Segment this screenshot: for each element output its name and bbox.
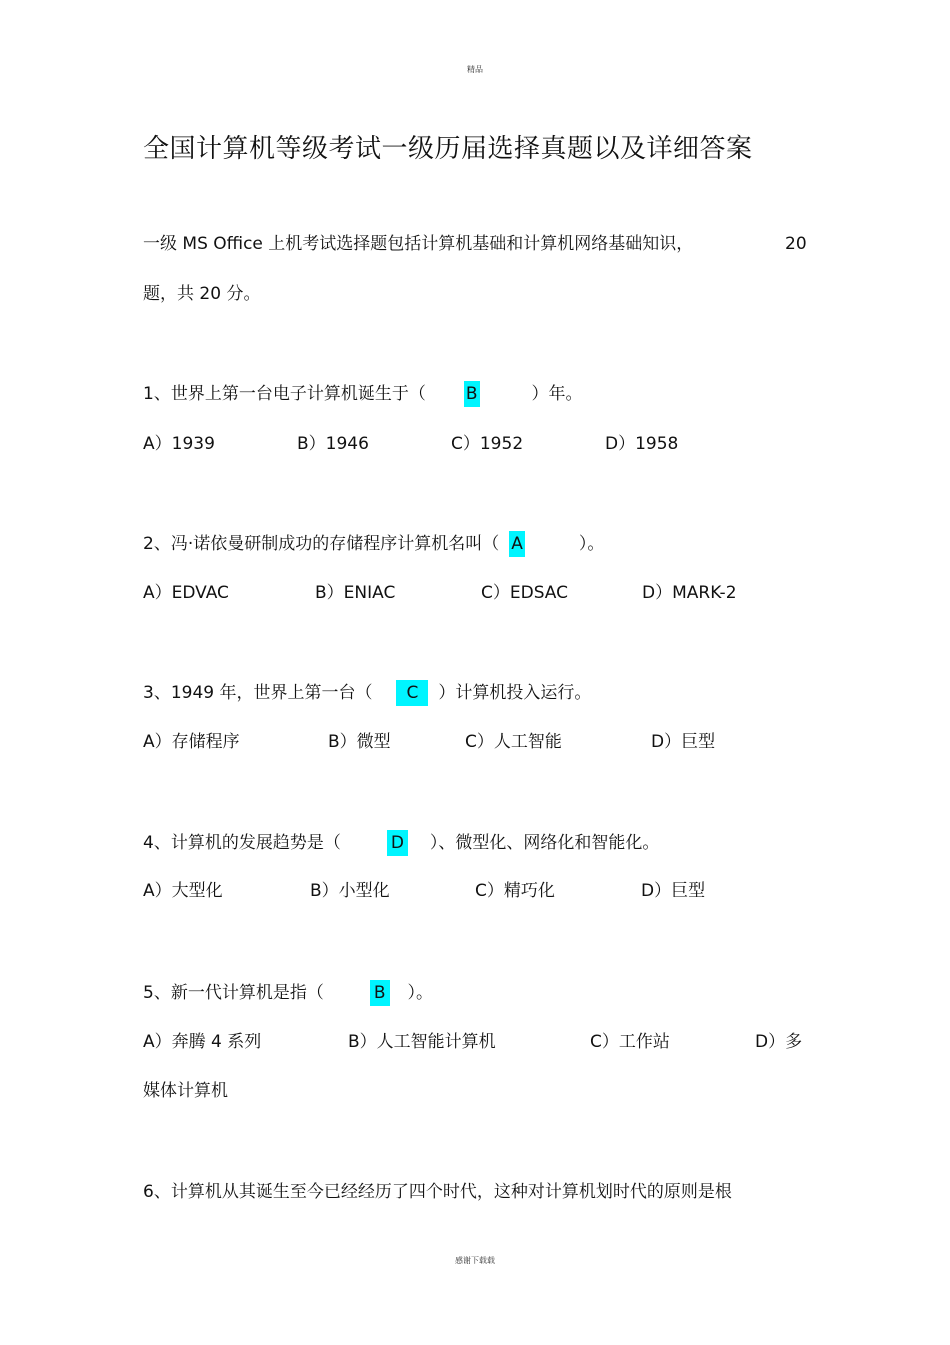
question-2 <box>143 531 604 557</box>
question-text: 4、计算机的发展趋势是（ <box>143 833 341 853</box>
option-a: A）EDVAC <box>143 583 229 603</box>
option-b: B）人工智能计算机 <box>348 1032 496 1052</box>
question-text: 5、新一代计算机是指（ <box>143 983 324 1003</box>
intro-line-2: 题，共 20 分。 <box>143 284 261 304</box>
question-suffix: ）年。 <box>531 384 583 404</box>
option-b: B）微型 <box>328 732 391 752</box>
intro-text: 一级 MS Office 上机考试选择题包括计算机基础和计算机网络基础知识， <box>143 234 694 254</box>
option-c: C）人工智能 <box>465 732 562 752</box>
question-text: 2、冯·诺依曼研制成功的存储程序计算机名叫（ <box>143 534 500 554</box>
answer-badge: B <box>370 980 390 1006</box>
option-a: A）1939 <box>143 434 215 454</box>
question-6 <box>143 1180 732 1204</box>
answer-badge: A <box>509 531 525 557</box>
question-suffix: ）。 <box>578 534 605 554</box>
question-text: 3、1949 年，世界上第一台（ <box>143 683 373 703</box>
option-c: C）1952 <box>451 434 524 454</box>
answer-badge: D <box>387 830 408 856</box>
option-c: C）EDSAC <box>481 583 569 603</box>
option-d: D）多 <box>755 1032 803 1052</box>
page-header: 精品 <box>467 65 483 74</box>
page-footer: 感谢下载载 <box>455 1256 495 1265</box>
option-d: D）1958 <box>605 434 679 454</box>
document-title: 全国计算机等级考试一级历届选择真题以及详细答案 <box>143 134 753 164</box>
option-a: A）存储程序 <box>143 732 240 752</box>
option-b: B）小型化 <box>310 881 390 901</box>
question-suffix: ）。 <box>407 983 433 1003</box>
question-5 <box>143 980 433 1006</box>
option-d: D）巨型 <box>641 881 706 901</box>
question-suffix: ）、微型化、网络化和智能化。 <box>429 833 660 853</box>
option-a: A）奔腾 4 系列 <box>143 1032 262 1052</box>
option-a: A）大型化 <box>143 881 223 901</box>
option-b: B）1946 <box>297 434 369 454</box>
question-text: 6、计算机从其诞生至今已经经历了四个时代，这种对计算机划时代的原则是根 <box>143 1182 732 1202</box>
option-d: D）MARK-2 <box>642 583 737 603</box>
answer-badge: B <box>464 381 480 407</box>
question-1 <box>143 381 583 407</box>
option-d: D）巨型 <box>651 732 716 752</box>
intro-line-1 <box>143 232 693 256</box>
intro-count: 20 <box>785 234 807 254</box>
question-suffix: ）计算机投入运行。 <box>438 683 592 703</box>
question-text: 1、世界上第一台电子计算机诞生于（ <box>143 384 426 404</box>
option-b: B）ENIAC <box>315 583 396 603</box>
option-c: C）精巧化 <box>475 881 555 901</box>
question-4 <box>143 830 659 856</box>
question-3 <box>143 680 591 706</box>
option-c: C）工作站 <box>590 1032 670 1052</box>
answer-badge: C <box>396 680 428 706</box>
option-continuation: 媒体计算机 <box>143 1081 228 1101</box>
